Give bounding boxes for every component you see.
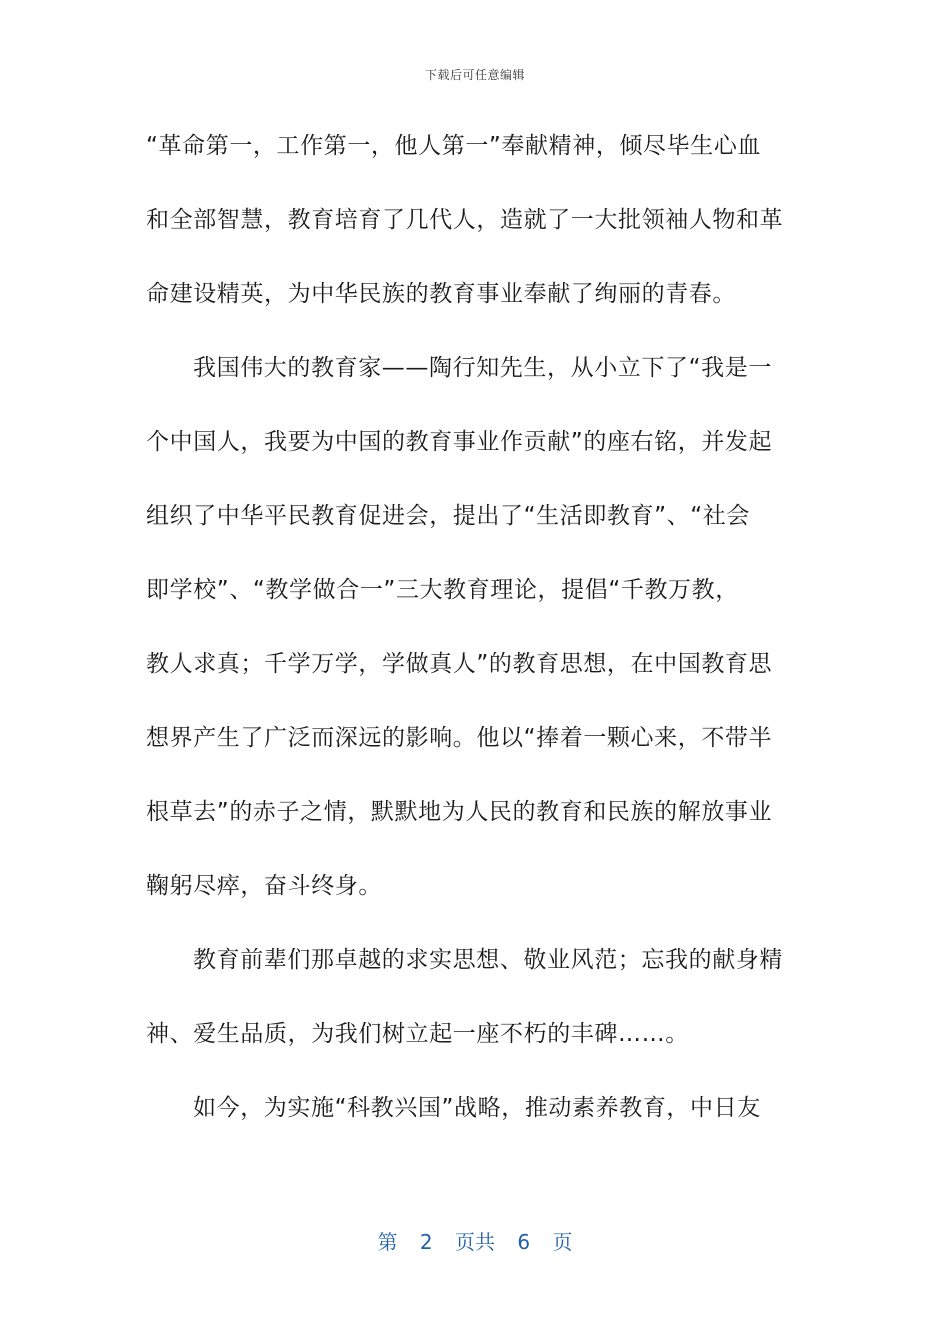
text-line: 即学校”、“教学做合一”三大教育理论，提倡“千教万教， (146, 577, 739, 603)
paragraph-start-line: 如今，为实施“科教兴国”战略，推动素养教育，中日友 (193, 1095, 761, 1121)
text-line: 想界产生了广泛而深远的影响。他以“捧着一颗心来，不带半 (146, 725, 773, 751)
paragraph-start-line: 我国伟大的教育家——陶行知先生，从小立下了“我是一 (193, 355, 772, 381)
paragraph-start-line: 教育前辈们那卓越的求实思想、敬业风范；忘我的献身精 (193, 947, 783, 973)
current-page-number: 2 (419, 1230, 433, 1254)
text-line: 命建设精英，为中华民族的教育事业奉献了绚丽的青春。 (146, 281, 736, 307)
total-page-count: 6 (517, 1230, 531, 1254)
text-line: 鞠躬尽瘁，奋斗终身。 (146, 873, 382, 899)
text-line: 个中国人，我要为中国的教育事业作贡献”的座右铭，并发起 (146, 429, 773, 455)
document-body (146, 128, 806, 1164)
text-line: 根草去”的赤子之情，默默地为人民的教育和民族的解放事业 (146, 799, 773, 825)
text-line: 教人求真；千学万学，学做真人”的教育思想，在中国教育思 (146, 651, 773, 677)
text-line: “革命第一，工作第一，他人第一”奉献精神，倾尽毕生心血 (146, 133, 762, 159)
footer-middle: 页共 (455, 1230, 495, 1254)
page-header-note: 下载后可任意编辑 (424, 68, 525, 82)
text-line: 和全部智慧，教育培育了几代人，造就了一大批领袖人物和革 (146, 207, 784, 233)
text-line: 神、爱生品质，为我们树立起一座不朽的丰碑……。 (146, 1021, 689, 1047)
footer-prefix: 第 (377, 1230, 398, 1254)
text-line: 组织了中华平民教育促进会，提出了“生活即教育”、“社会 (146, 503, 750, 529)
page-number-footer (0, 1226, 950, 1255)
footer-suffix: 页 (552, 1230, 573, 1254)
